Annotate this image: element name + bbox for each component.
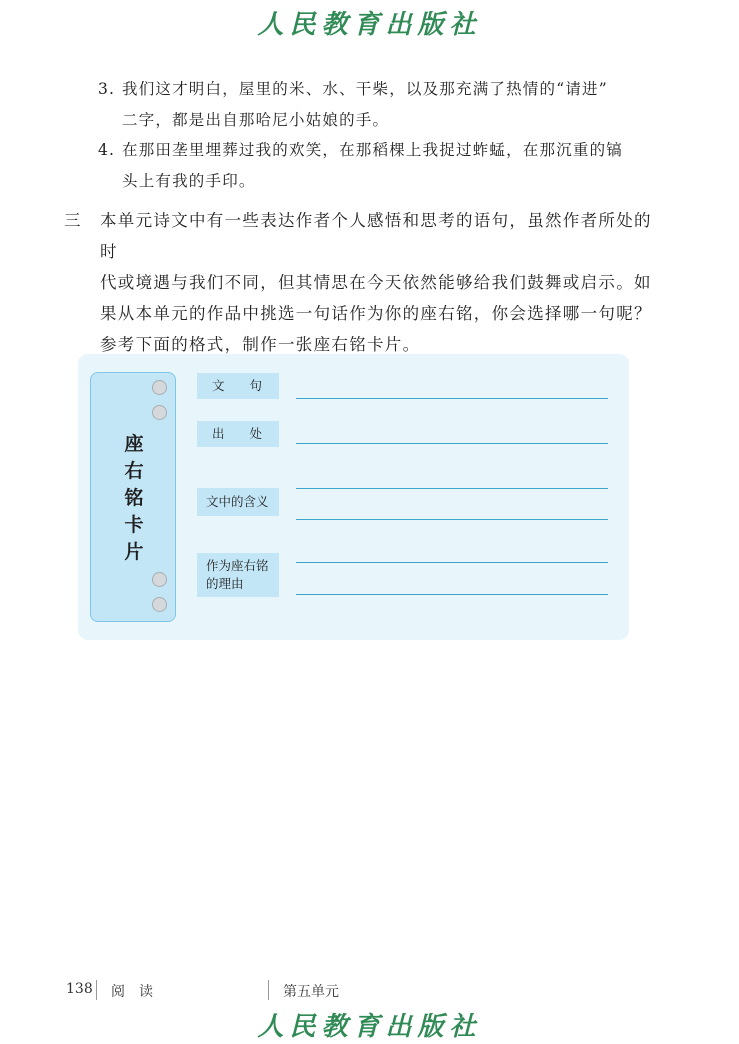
section-line: 果从本单元的作品中挑选一句话作为你的座右铭，你会选择哪一句呢？ [100,304,652,323]
label-source: 出 处 [197,421,279,447]
item-line: 在那田垄里埋葬过我的欢笑，在那稻棵上我捉过蚱蜢，在那沉重的镐 [122,141,624,159]
reason-line-1[interactable] [296,562,608,563]
section-line: 代或境遇与我们不同，但其情思在今天依然能够给我们鼓舞或启示。如 [100,273,652,292]
list-item-3 [98,74,658,136]
item-number: 3. [98,80,116,98]
list-item-4 [98,135,658,197]
label-sentence: 文 句 [197,373,279,399]
binding-hole [152,597,167,612]
section-line: 参考下面的格式，制作一张座右铭卡片。 [100,335,421,354]
section-line: 本单元诗文中有一些表达作者个人感悟和思考的语句，虽然作者所处的时 [100,211,652,261]
label-reason-line: 作为座右铭 [206,558,269,573]
label-reason-line: 的理由 [206,576,244,591]
label-reason [197,553,279,597]
reason-line-2[interactable] [296,594,608,595]
publisher-logo-top: 人民教育出版社 [257,10,482,40]
binding-hole [152,572,167,587]
meaning-line-1[interactable] [296,488,608,489]
footer-divider [268,980,269,1000]
section-number: 三 [64,211,82,230]
page-number: 138 [66,981,93,997]
source-line[interactable] [296,443,608,444]
sentence-line[interactable] [296,398,608,399]
binding-hole [152,380,167,395]
item-line: 我们这才明白，屋里的米、水、干柴，以及那充满了热情的“请进” [122,80,608,98]
footer-unit: 第五单元 [283,984,339,1000]
meaning-line-2[interactable] [296,519,608,520]
footer-section: 阅 读 [111,984,153,1000]
item-line: 头上有我的手印。 [122,172,256,190]
item-number: 4. [98,141,116,159]
binding-hole [152,405,167,420]
section-body [100,205,660,360]
footer-divider [96,980,97,1000]
label-meaning: 文中的含义 [197,488,279,516]
card-spine [90,372,176,622]
item-line: 二字，都是出自那哈尼小姑娘的手。 [122,111,390,129]
publisher-logo-bottom: 人民教育出版社 [257,1012,482,1042]
card-title: 座 右 铭 卡 片 [124,433,144,563]
